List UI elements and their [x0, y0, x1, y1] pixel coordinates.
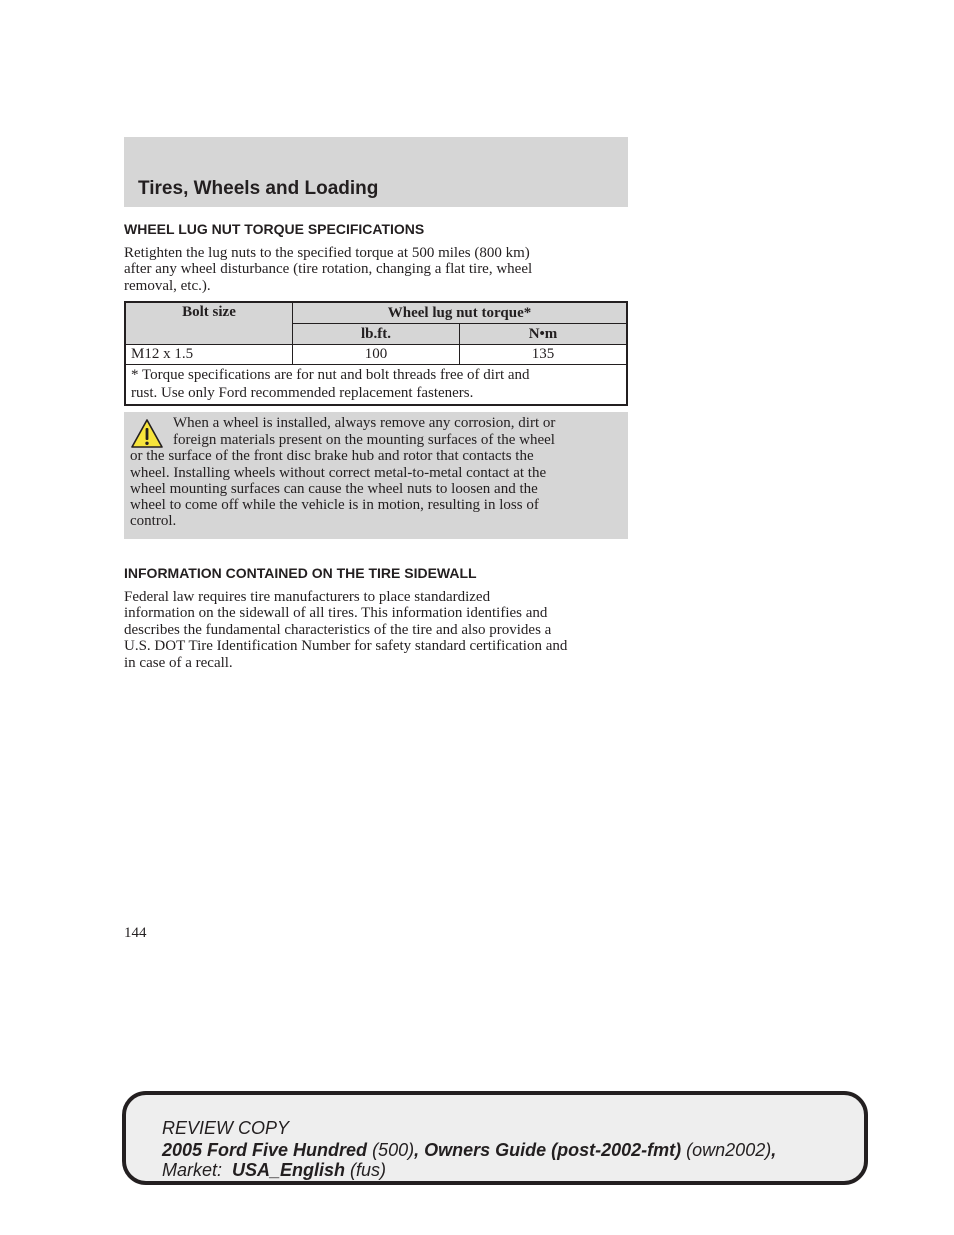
footer-vehicle-line [162, 1140, 776, 1161]
sidewall-line: in case of a recall. [124, 654, 233, 671]
footer-market-line [162, 1160, 386, 1181]
warning-line: foreign materials present on the mounting surfaces of the wheel [173, 432, 555, 448]
sidewall-line: describes the fundamental characteristics of the tire and also provides a [124, 621, 552, 638]
footer-market-label: Market: [162, 1160, 233, 1180]
warning-line: or the surface of the front disc brake hub and rotor that contacts the [130, 448, 534, 464]
footer-vehicle: 2005 Ford Five Hundred [162, 1140, 368, 1160]
sidewall-line: information on the sidewall of all tires. This information identifies and [124, 605, 548, 622]
table-footnote [125, 365, 627, 406]
warning-triangle-icon [130, 418, 164, 450]
table-row [125, 345, 627, 365]
footer-vehicle-code: (500) [367, 1140, 415, 1160]
warning-box [124, 412, 628, 539]
header-torque: Wheel lug nut torque* [293, 302, 628, 324]
warning-line: When a wheel is installed, always remove any corrosion, dirt or [173, 415, 556, 431]
footer-market-code: (fus) [345, 1160, 387, 1180]
footnote-line: rust. Use only Ford recommended replacement fasteners. [131, 385, 474, 401]
torque-intro [124, 245, 628, 294]
header-bolt-size: Bolt size [125, 302, 293, 345]
torque-intro-line: Retighten the lug nuts to the specified torque at 500 miles (800 km) [124, 245, 530, 261]
header-lbft: lb.ft. [293, 324, 460, 345]
footer-guide: Owners Guide (post-2002-fmt) [424, 1140, 682, 1160]
cell-lbft: 100 [293, 345, 460, 365]
sidewall-heading: INFORMATION CONTAINED ON THE TIRE SIDEWALL [124, 565, 477, 581]
sidewall-paragraph [124, 589, 628, 671]
cell-bolt-size: M12 x 1.5 [125, 345, 293, 365]
torque-spec-table [124, 301, 628, 406]
warning-line: wheel. Installing wheels without correct metal-to-metal contact at the [130, 465, 547, 481]
sidewall-line: U.S. DOT Tire Identification Number for safety standard certification and [124, 638, 568, 655]
sidewall-line: Federal law requires tire manufacturers to place standardized [124, 589, 491, 605]
footer-guide-code: (own2002) [681, 1140, 772, 1160]
torque-intro-line: removal, etc.). [124, 277, 211, 294]
warning-line: wheel mounting surfaces can cause the wheel nuts to loosen and the [130, 481, 538, 497]
warning-line: wheel to come off while the vehicle is in motion, resulting in loss of [130, 497, 539, 513]
cell-nm: 135 [460, 345, 628, 365]
section-title: Tires, Wheels and Loading [138, 178, 379, 199]
warning-line: control. [130, 513, 177, 529]
footer-review-copy: REVIEW COPY [162, 1118, 290, 1138]
page-number: 144 [124, 925, 147, 941]
torque-intro-line: after any wheel disturbance (tire rotation, changing a flat tire, wheel [124, 261, 533, 278]
torque-heading: WHEEL LUG NUT TORQUE SPECIFICATIONS [124, 221, 425, 237]
footer-sep: , [414, 1140, 425, 1160]
footer-sep: , [771, 1140, 777, 1160]
header-nm: N•m [460, 324, 628, 345]
table-note-row [125, 365, 627, 406]
footnote-line: * Torque specifications are for nut and bolt threads free of dirt and [131, 367, 530, 383]
footer-market: USA_English [232, 1160, 346, 1180]
